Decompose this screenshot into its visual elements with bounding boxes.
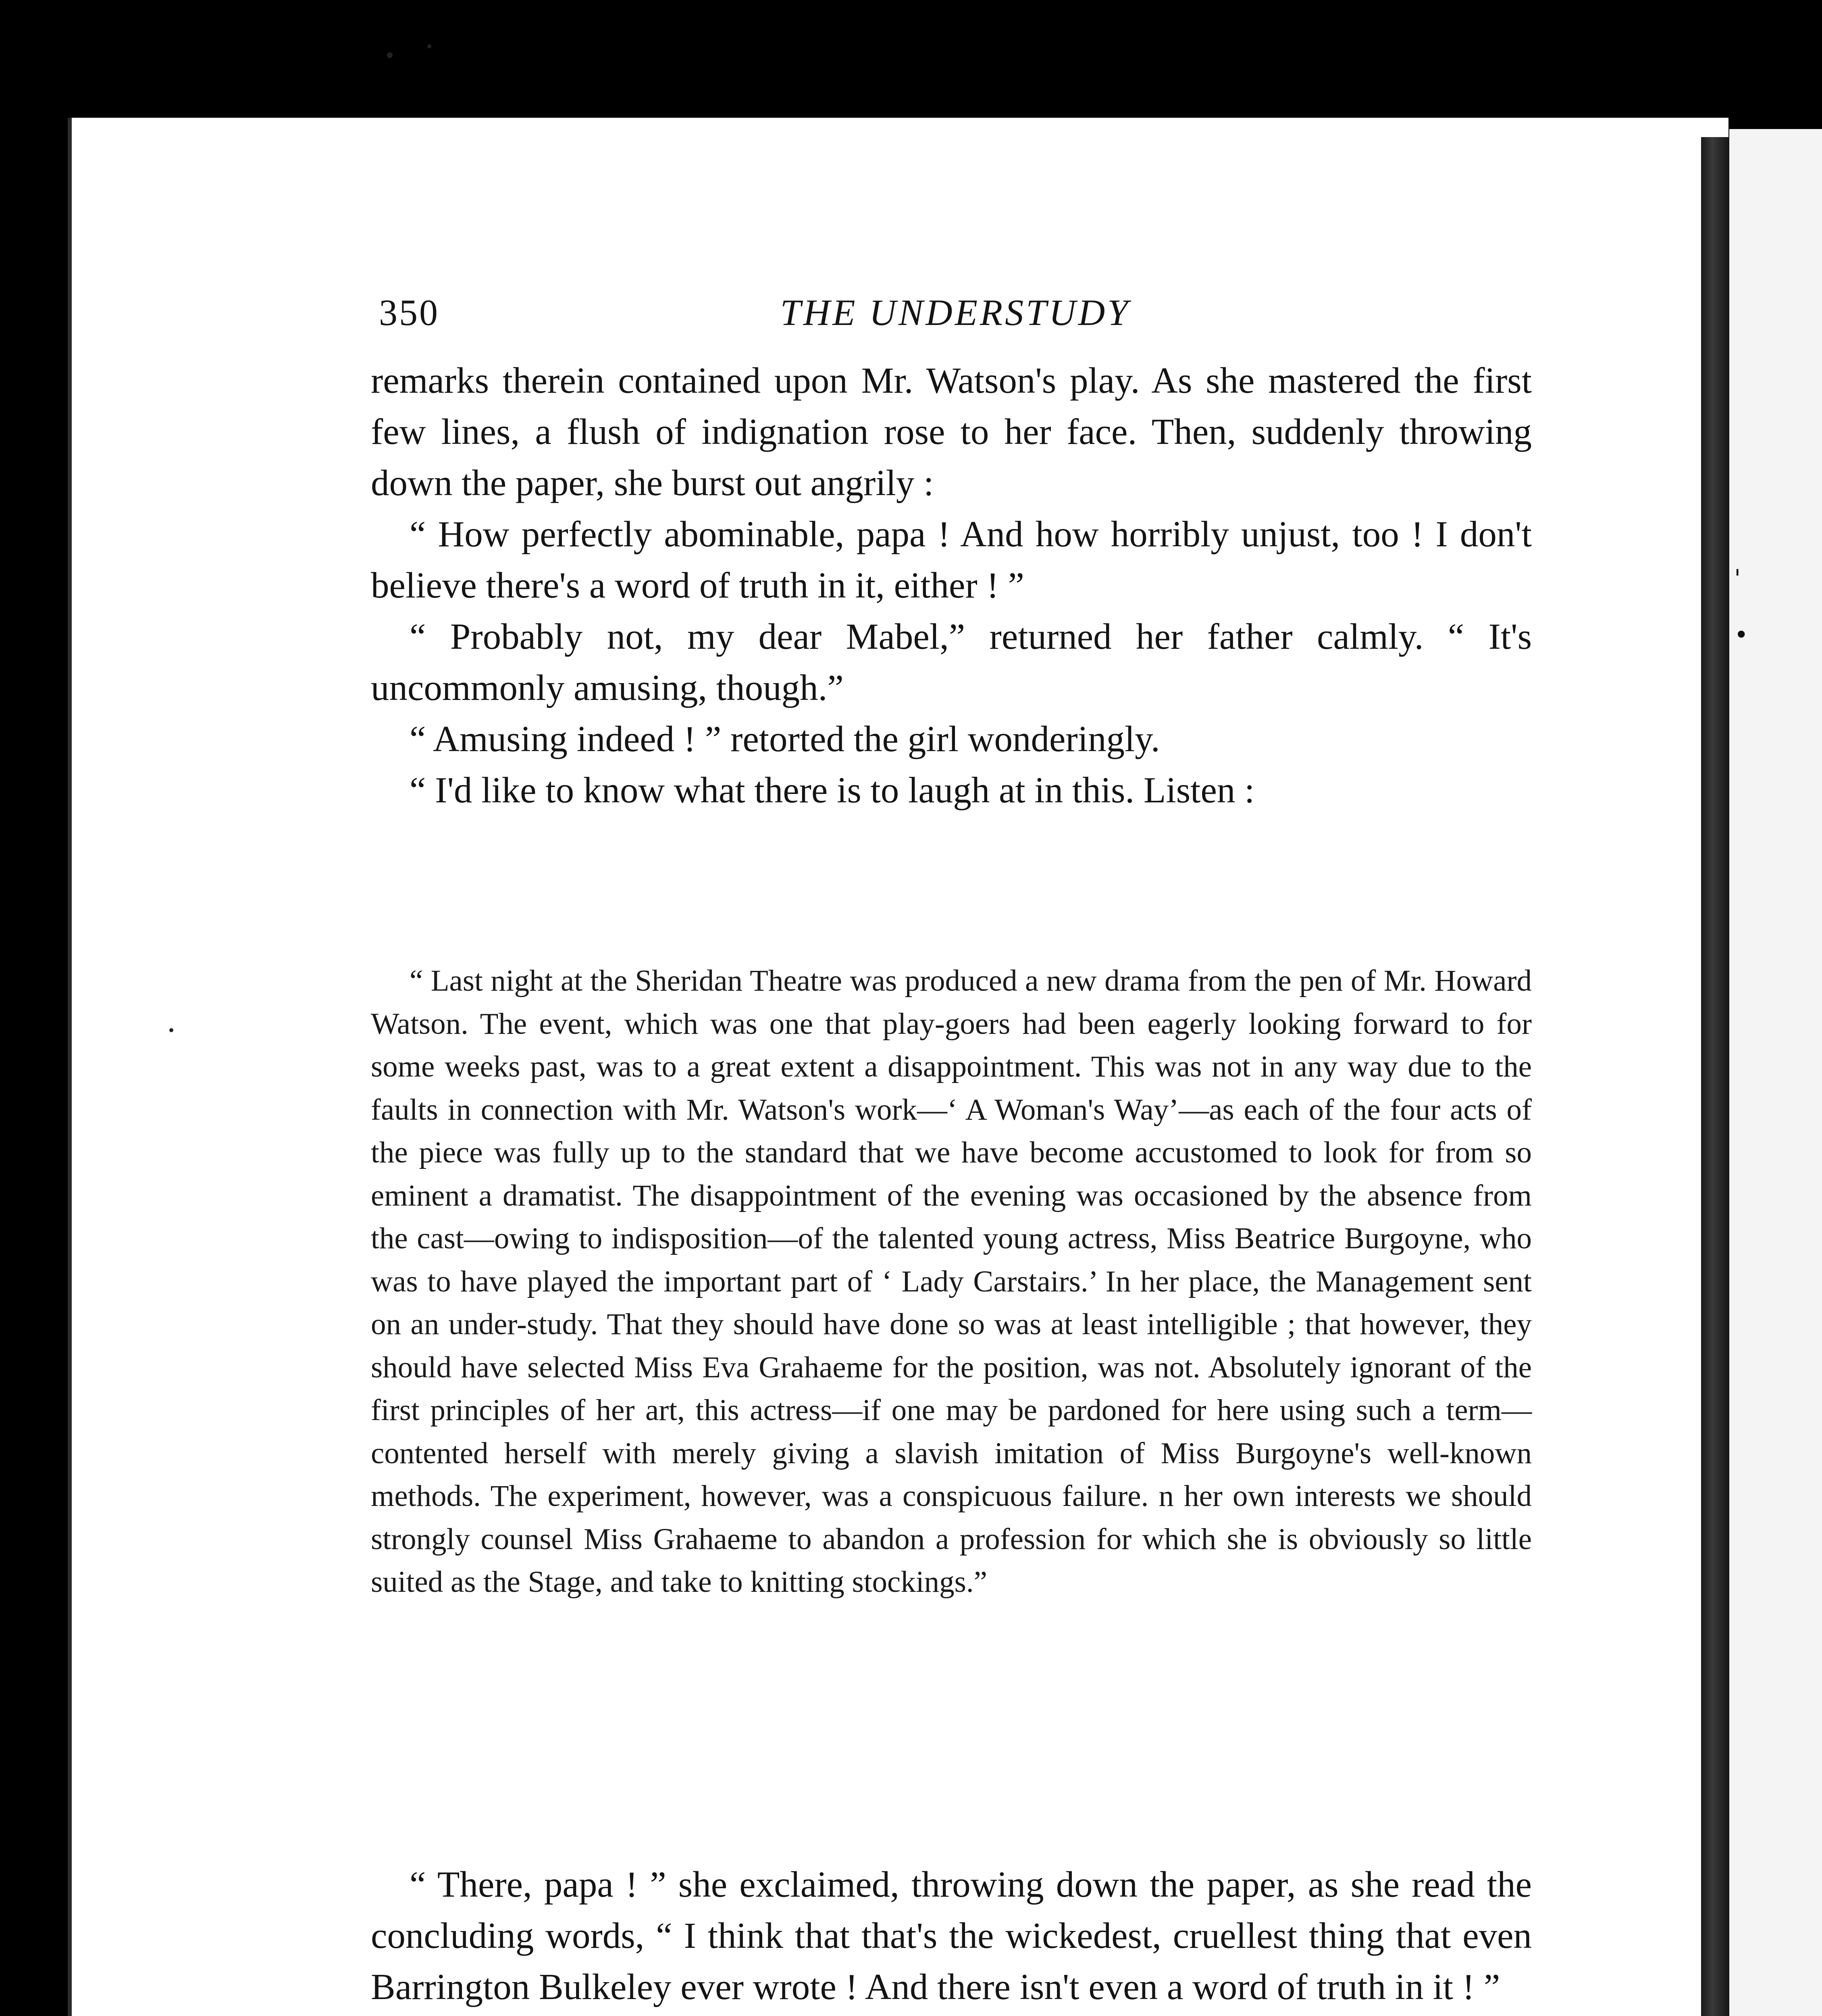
facing-page-edge: [1729, 129, 1822, 2016]
running-title: THE UNDERSTUDY: [780, 292, 1131, 333]
page-number: 350: [379, 292, 439, 333]
facing-page-mark: •: [1734, 621, 1749, 649]
facing-page-mark: ': [1734, 564, 1741, 593]
body-text-after: [371, 1859, 1532, 2016]
scan-speck: [169, 1028, 173, 1032]
paragraph: remarks therein contained upon Mr. Watson's play. As she mastered the first few lines, a flush of indignation rose to her face. Then, suddenly throwing down the paper, she burst out angrily :: [371, 360, 1532, 503]
page-gutter-shadow: [1701, 137, 1729, 2016]
paragraph: [371, 2012, 1532, 2016]
paragraph: “ There, papa ! ” she exclaimed, throwing down the paper, as she read the concluding words, “ I think that that's the wickedest, cruellest thing that even Barrington Bulkeley ever wrote ! And there isn't even a word of truth in it ! ”: [371, 1864, 1532, 2007]
quoted-newspaper-review: “ Last night at the Sheridan Theatre was produced a new drama from the pen of Mr. Howard Watson. The event, which was one that play-goers had been eagerly looking forward to for some weeks past, was to a great extent a disappointment. This was not in any way due to the faults in connection with Mr. Watson's work—‘ A Woman's Way’—as each of the four acts of the piece was fully up to the standard that we have become accustomed to look for from so eminent a dramatist. The disappointment of the evening was occasioned by the absence from the cast—owing to indisposition—of the talented young actress, Miss Beatrice Burgoyne, who was to have played the important part of ‘ Lady Carstairs.’ In her place, the Management sent on an under-study. That they should have done so was at least intelligible ; that however, they should have selected Miss Eva Grahaeme for the position, was not. Absolutely ignorant of the first principles of her art, this actress—if one may be pardoned for here using such a term—contented herself with merely giving a slavish imitation of Miss Burgoyne's well-known methods. The experiment, however, was a conspicuous failure. n her own interests we should strongly counsel Miss Grahaeme to abandon a profession for which she is obviously so little suited as the Stage, and take to knitting stockings.”: [371, 964, 1532, 1599]
body-text-before: [371, 355, 1532, 816]
scan-speck: [427, 44, 431, 48]
paragraph: “ How perfectly abominable, papa ! And how horribly unjust, too ! I don't believe there's a word of truth in it, either ! ”: [371, 514, 1532, 606]
paragraph: “ Amusing indeed ! ” retorted the girl wonderingly.: [410, 719, 1160, 759]
running-head: [379, 291, 1532, 335]
paragraph: “ I'd like to know what there is to laugh at in this. Listen :: [410, 770, 1255, 810]
scan-speck: [387, 52, 393, 58]
paragraph: “ Probably not, my dear Mabel,” returned her father calmly. “ It's uncommonly amusing, though.”: [371, 616, 1532, 708]
